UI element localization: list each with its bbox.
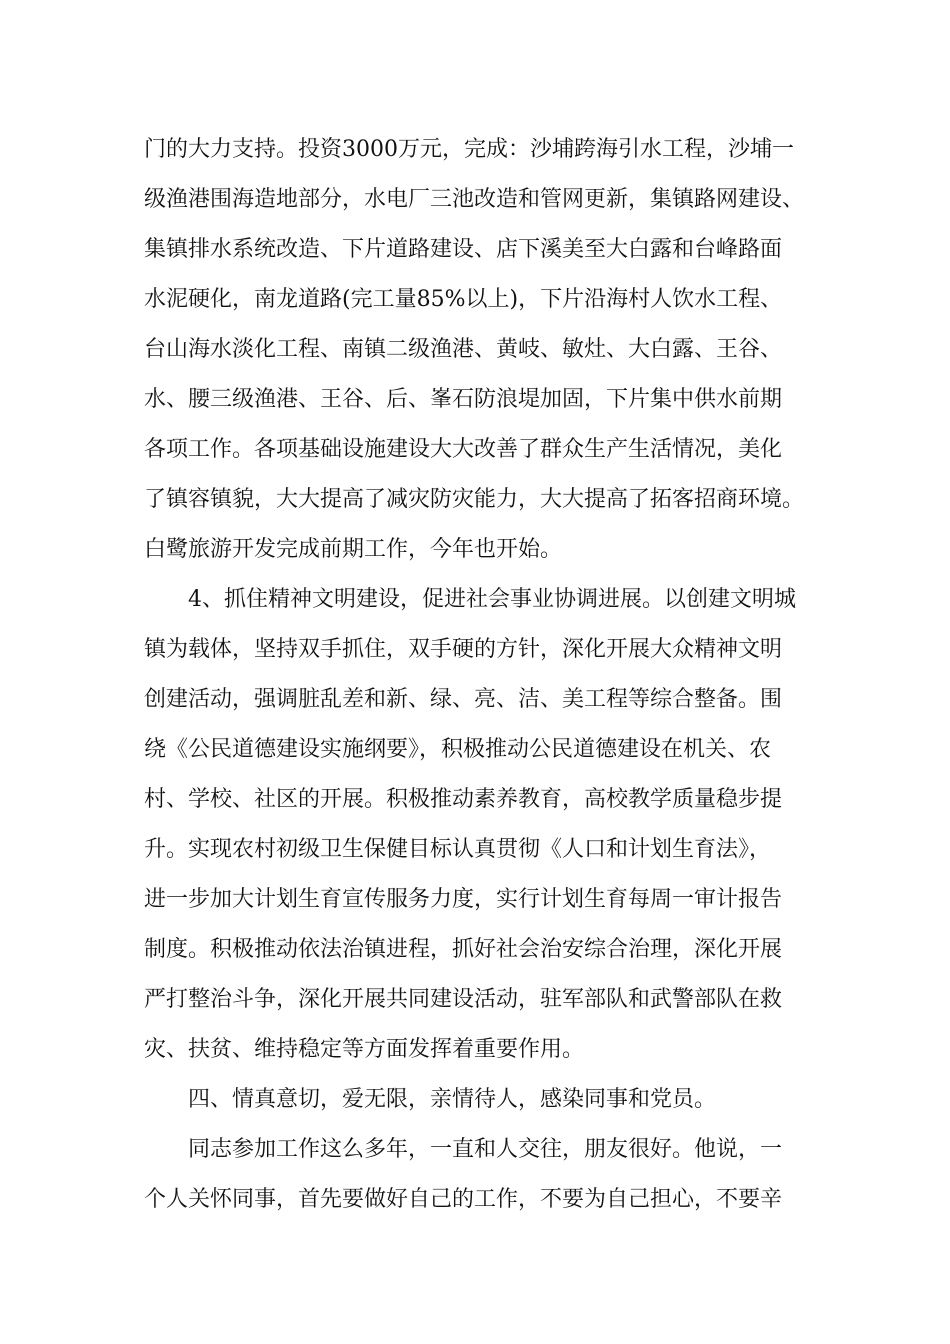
text-line: 灾、扶贫、维持稳定等方面发挥着重要作用。	[144, 1037, 585, 1062]
text-line: 各项工作。各项基础设施建设大大改善了群众生产生活情况，美化	[144, 437, 783, 462]
text-line: 集镇排水系统改造、下片道路建设、店下溪美至大白露和台峰路面	[144, 237, 783, 262]
text-line: 严打整治斗争，深化开展共同建设活动，驻军部队和武警部队在救	[144, 987, 783, 1012]
text-line: 进一步加大计划生育宣传服务力度，实行计划生育每周一审计报告	[144, 887, 783, 912]
section-heading: 四、情真意切，爱无限，亲情待人，感染同事和党员。	[188, 1087, 717, 1112]
text-line: 制度。积极推动依法治镇进程，抓好社会治安综合治理，深化开展	[144, 937, 783, 962]
text-line: 级渔港围海造地部分，水电厂三池改造和管网更新，集镇路网建设、	[144, 187, 805, 212]
text-line: 创建活动，强调脏乱差和新、绿、亮、洁、美工程等综合整备。围	[144, 687, 783, 712]
text-line: 升。实现农村初级卫生保健目标认真贯彻《人口和计划生育法》，	[144, 837, 772, 862]
text-line: 了镇容镇貌，大大提高了减灾防灾能力，大大提高了拓客招商环境。	[144, 487, 805, 512]
text-line: 个人关怀同事，首先要做好自己的工作，不要为自己担心，不要辛	[144, 1187, 783, 1212]
text-line: 门的大力支持。投资3000万元，完成：沙埔跨海引水工程，沙埔一	[144, 137, 794, 162]
text-line: 台山海水淡化工程、南镇二级渔港、黄岐、敏灶、大白露、王谷、	[144, 337, 783, 362]
text-line: 水泥硬化，南龙道路(完工量85%以上)，下片沿海村人饮水工程、	[144, 287, 783, 312]
text-line: 水、腰三级渔港、王谷、后、峯石防浪堤加固，下片集中供水前期	[144, 387, 783, 412]
text-line: 白鹭旅游开发完成前期工作，今年也开始。	[144, 537, 563, 562]
text-line: 镇为载体，坚持双手抓住，双手硬的方针，深化开展大众精神文明	[144, 637, 783, 662]
text-line: 4、抓住精神文明建设，促进社会事业协调进展。以创建文明城	[188, 587, 796, 612]
text-line: 村、学校、社区的开展。积极推动素养教育，高校教学质量稳步提	[144, 787, 783, 812]
text-line: 绕《公民道德建设实施纲要》，积极推动公民道德建设在机关、农	[144, 737, 772, 762]
text-line: 同志参加工作这么多年，一直和人交往，朋友很好。他说，一	[188, 1137, 783, 1162]
